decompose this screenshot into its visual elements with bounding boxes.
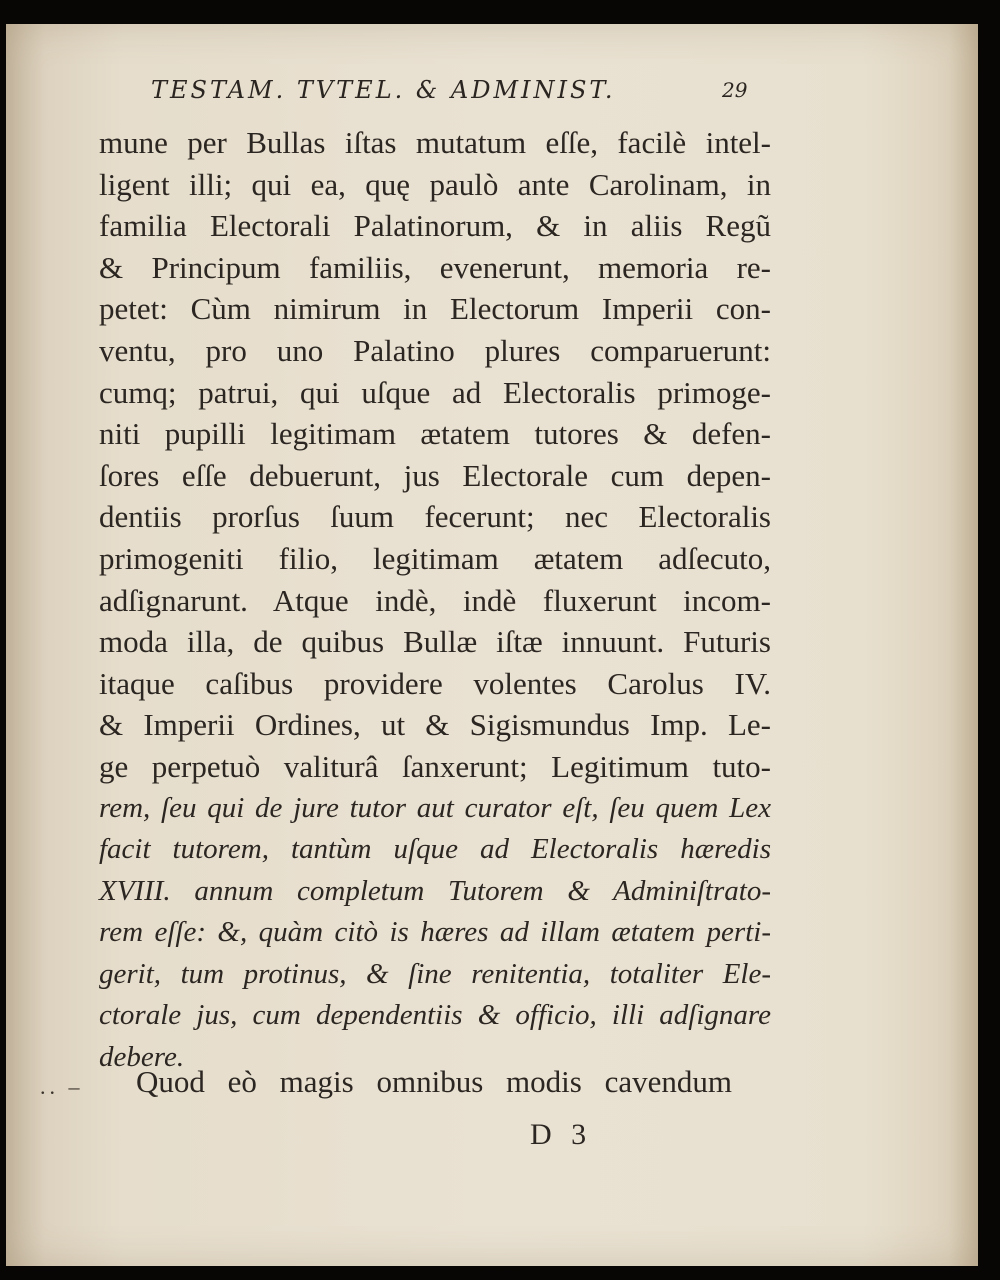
text-line: petet: Cùm nimirum in Electorum Imperii con- [99, 291, 771, 327]
running-head: TESTAM. TVTEL. & ADMINIST. [151, 76, 616, 104]
text-line: facit tutorem, tantùm uſque ad Electoralis hæredis [99, 833, 771, 866]
next-paragraph-line: Quod eò magis omnibus modis cavendum [136, 1064, 732, 1099]
text-line: ge perpetuò valiturâ ſanxerunt; Legitimum tuto- [99, 748, 771, 784]
text-line: familia Electorali Palatinorum, & in aliis Regũ [99, 208, 771, 244]
margin-mark: .. – [40, 1074, 84, 1099]
text-line: gerit, tum protinus, & ſine renitentia, totaliter Ele- [99, 957, 771, 990]
text-line: ventu, pro uno Palatino plures comparuerunt: [99, 332, 771, 368]
text-line: moda illa, de quibus Bullæ iſtæ innuunt. Futuris [99, 624, 771, 660]
page-number: 29 [722, 78, 748, 102]
text-line: ligent illi; qui ea, quę paulò ante Carolinam, in [99, 166, 771, 202]
body-text [99, 122, 771, 1079]
text-line: ſores eſſe debuerunt, jus Electorale cum depen- [99, 457, 771, 493]
text-line: ctorale jus, cum dependentiis & officio, illi adſignare [99, 999, 771, 1032]
text-line: dentiis prorſus ſuum fecerunt; nec Electoralis [99, 499, 771, 535]
text-line: adſignarunt. Atque indè, indè fluxerunt incom- [99, 582, 771, 618]
book-page [6, 24, 978, 1266]
text-line: & Principum familiis, evenerunt, memoria re- [99, 249, 771, 285]
text-line: itaque caſibus providere volentes Carolus IV. [99, 665, 771, 701]
text-line: primogeniti filio, legitimam ætatem adſecuto, [99, 540, 771, 576]
text-line: cumq; patrui, qui uſque ad Electoralis primoge- [99, 374, 771, 410]
text-line: debere. [99, 1041, 185, 1074]
text-line: XVIII. annum completum Tutorem & Adminiſtrato- [99, 874, 771, 907]
signature-mark: D 3 [530, 1118, 593, 1151]
text-line: mune per Bullas iſtas mutatum eſſe, facilè intel- [99, 125, 771, 160]
text-line: & Imperii Ordines, ut & Sigismundus Imp. Le- [99, 707, 771, 743]
text-line: rem eſſe: &, quàm citò is hæres ad illam ætatem perti- [99, 916, 771, 949]
text-line: niti pupilli legitimam ætatem tutores & defen- [99, 416, 771, 452]
text-line: rem, ſeu qui de jure tutor aut curator eſt, ſeu quem Lex [99, 791, 771, 824]
